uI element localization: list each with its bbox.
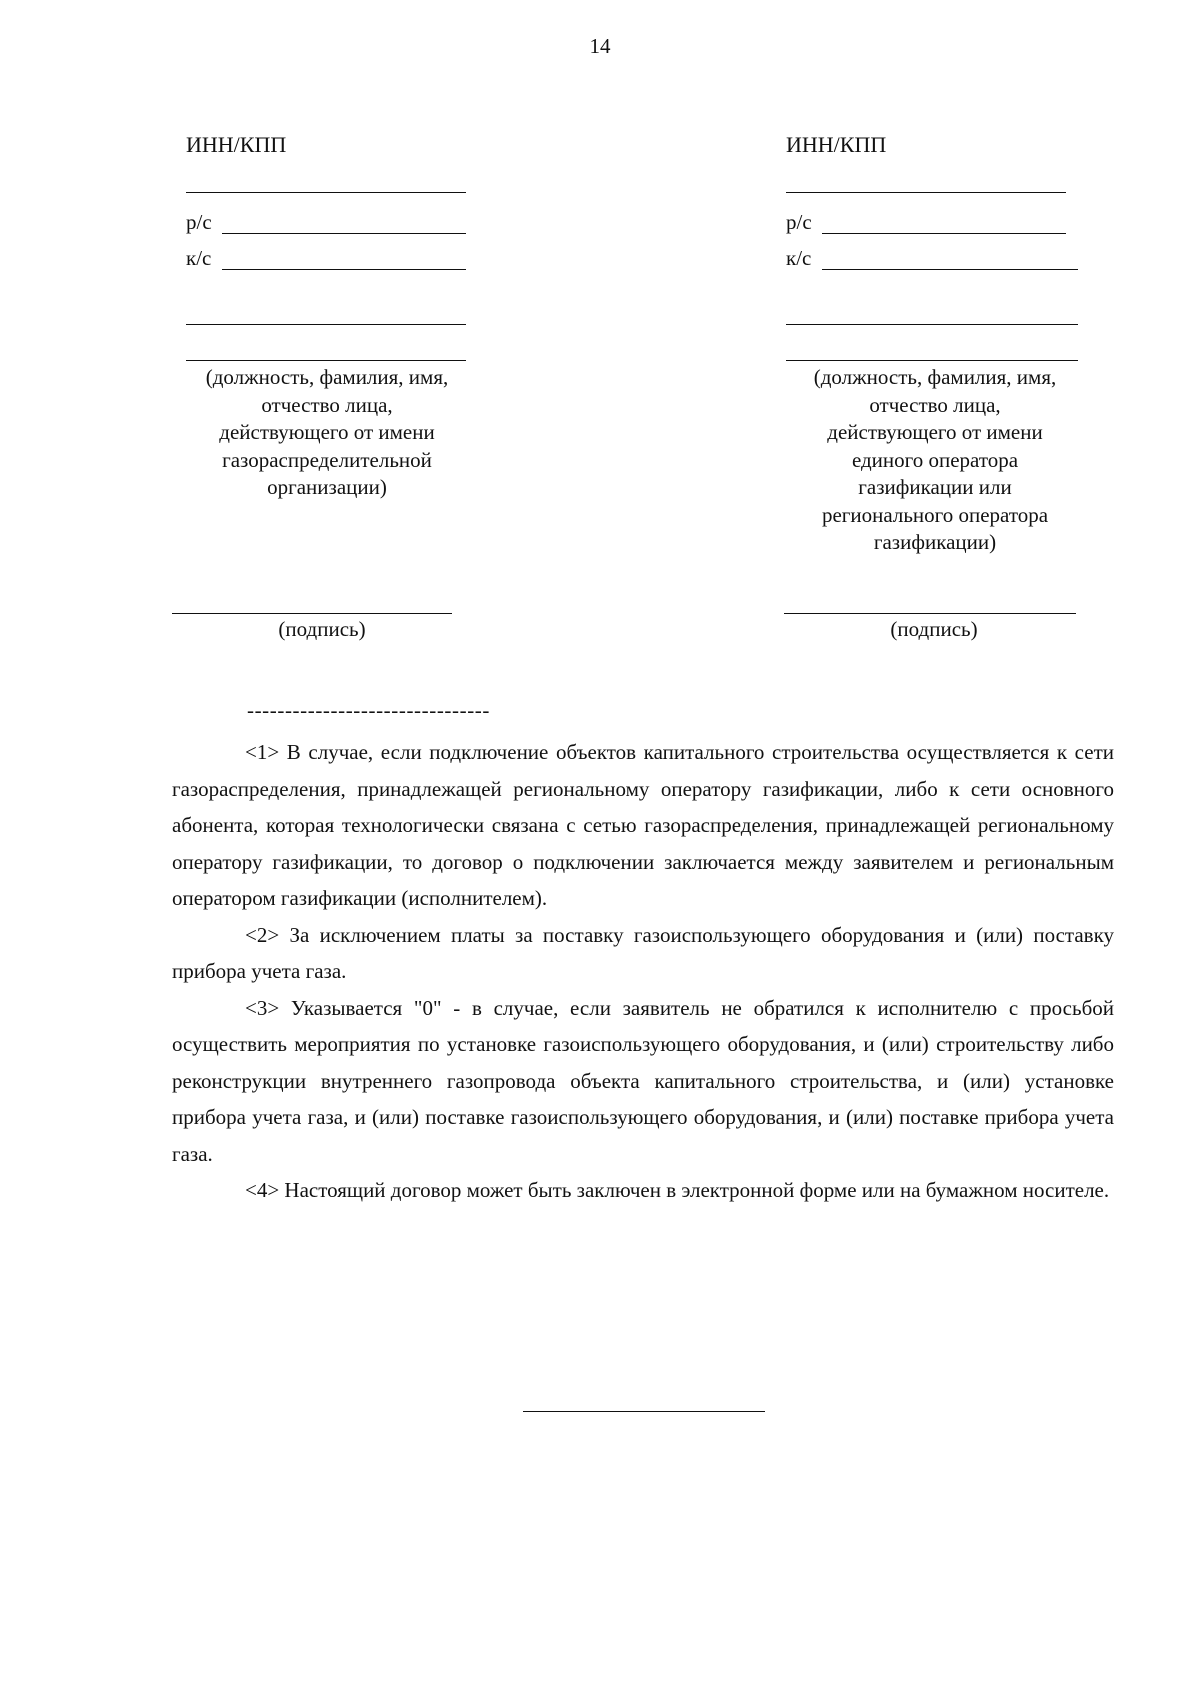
left-signatory-caption [172, 364, 482, 502]
right-rs-field [786, 210, 1066, 236]
right-signatory-caption [780, 364, 1090, 557]
caption-line: газификации или [858, 475, 1012, 499]
caption-line: отчество лица, [869, 392, 1001, 417]
right-rs-label: р/с [786, 210, 812, 234]
left-rs-field [186, 210, 466, 236]
caption-line: газификации) [873, 530, 997, 554]
left-ks-line [222, 269, 466, 270]
right-signature-caption: (подпись) [890, 617, 978, 641]
right-ks-label: к/с [786, 246, 812, 270]
left-rs-label: р/с [186, 210, 212, 234]
caption-line: действующего от имени [827, 420, 1043, 444]
right-inn-kpp-label: ИНН/КПП [786, 132, 887, 157]
footnote-1: <1> В случае, если подключение объектов капитального строительства осуществляется к сети газораспределения, принадлежащей региональному оператору газификации, либо к сети основного абонента, которая технологически связана с сетью газораспределения, принадлежащей региональному оператору газификации, то договор о подключении заключается между заявителем и региональным оператором газификации (исполнителем). [172, 740, 1114, 910]
left-signature-caption: (подпись) [278, 617, 366, 641]
left-rs-line [222, 233, 466, 234]
page-number: 14 [589, 34, 611, 58]
end-of-document-line [523, 1411, 765, 1412]
right-signature-line [784, 613, 1076, 614]
left-blank-line-2 [186, 360, 466, 361]
caption-line: единого оператора [851, 447, 1019, 472]
right-rs-line [822, 233, 1066, 234]
right-ks-field [786, 246, 1078, 272]
right-ks-line [822, 269, 1078, 270]
caption-line: регионального оператора [821, 502, 1049, 527]
caption-line: действующего от имени [219, 420, 435, 444]
left-inn-kpp-label: ИНН/КПП [186, 132, 287, 157]
caption-line: организации) [267, 475, 387, 499]
footnote-separator: -------------------------------- [247, 698, 490, 722]
footnotes-section [172, 734, 1114, 1209]
left-ks-label: к/с [186, 246, 212, 270]
caption-line: (должность, фамилия, имя, [205, 365, 449, 389]
left-inn-kpp-line [186, 192, 466, 193]
footnote-4: <4> Настоящий договор может быть заключен в электронной форме или на бумажном носителе. [245, 1178, 1110, 1202]
footnote-2: <2> За исключением платы за поставку газоиспользующего оборудования и (или) поставку прибора учета газа. [172, 922, 1114, 983]
caption-line: отчество лица, [261, 392, 393, 417]
left-blank-line-1 [186, 324, 466, 325]
right-blank-line-2 [786, 360, 1078, 361]
left-ks-field [186, 246, 466, 272]
left-signature-line [172, 613, 452, 614]
caption-line: (должность, фамилия, имя, [813, 365, 1057, 389]
right-blank-line-1 [786, 324, 1078, 325]
right-inn-kpp-line [786, 192, 1066, 193]
footnote-3: <3> Указывается "0" - в случае, если заявитель не обратился к исполнителю с просьбой осуществить мероприятия по установке газоиспользующего оборудования, и (или) строительству либо реконструкции внутреннего газопровода объекта капитального строительства, и (или) установке прибора учета газа, и (или) поставке газоиспользующего оборудования, и (или) поставке прибора учета газа. [172, 995, 1114, 1166]
caption-line: газораспределительной [222, 447, 432, 472]
